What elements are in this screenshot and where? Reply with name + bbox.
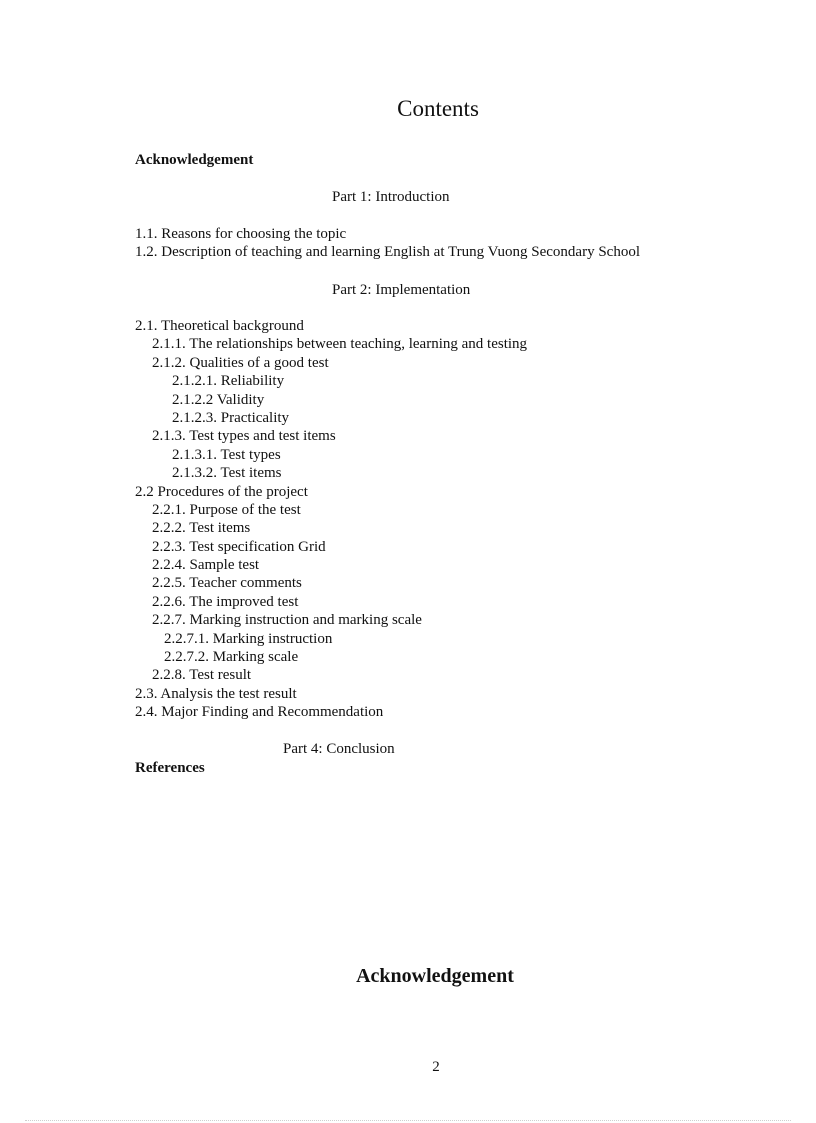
toc-entry: 2.1.3. Test types and test items [152,428,336,445]
toc-part4-heading: Part 4: Conclusion [283,741,395,757]
toc-entry: 2.2.6. The improved test [152,593,299,610]
toc-entry: 2.1. Theoretical background [135,318,304,334]
toc-entry: 1.1. Reasons for choosing the topic [135,226,347,242]
toc-entry: 2.1.2. Qualities of a good test [152,354,329,371]
toc-entry: 2.1.2.1. Reliability [172,373,285,390]
toc-entry: 2.2 Procedures of the project [135,483,308,500]
toc-entry: 2.2.7. Marking instruction and marking scale [152,612,422,629]
toc-entry: 2.2.1. Purpose of the test [152,501,301,518]
toc-entry: 1.2. Description of teaching and learning English at Trung Vuong Secondary School [135,244,640,261]
toc-entry: 2.1.1. The relationships between teaching, learning and testing [152,336,528,353]
acknowledgement-section-title: Acknowledgement [356,965,514,987]
toc-entry: 2.2.8. Test result [152,667,252,684]
toc-entry: 2.1.3.1. Test types [172,446,281,463]
toc-entry: 2.2.5. Teacher comments [152,575,302,592]
toc-entry: 2.2.4. Sample test [152,557,260,574]
toc-entry: 2.1.3.2. Test items [172,465,282,482]
toc-entry: 2.1.2.2 Validity [172,391,265,408]
contents-title: Contents [397,96,479,121]
toc-entry: 2.4. Major Finding and Recommendation [135,704,384,721]
toc-acknowledgement: Acknowledgement [135,152,254,168]
toc-entry: 2.2.7.2. Marking scale [164,649,299,666]
toc-entry: 2.3. Analysis the test result [135,685,297,702]
toc-part1-heading: Part 1: Introduction [332,189,450,205]
toc-references: References [135,760,205,776]
page-bottom-border [25,1120,791,1121]
toc-entry: 2.1.2.3. Practicality [172,409,290,426]
page-number: 2 [432,1059,440,1075]
toc-part2-heading: Part 2: Implementation [332,282,471,298]
toc-part1-list [135,225,640,262]
toc-entry: 2.2.3. Test specification Grid [152,538,326,555]
toc-part2-list [135,317,527,722]
toc-entry: 2.2.2. Test items [152,520,251,537]
toc-entry: 2.2.7.1. Marking instruction [164,630,333,647]
